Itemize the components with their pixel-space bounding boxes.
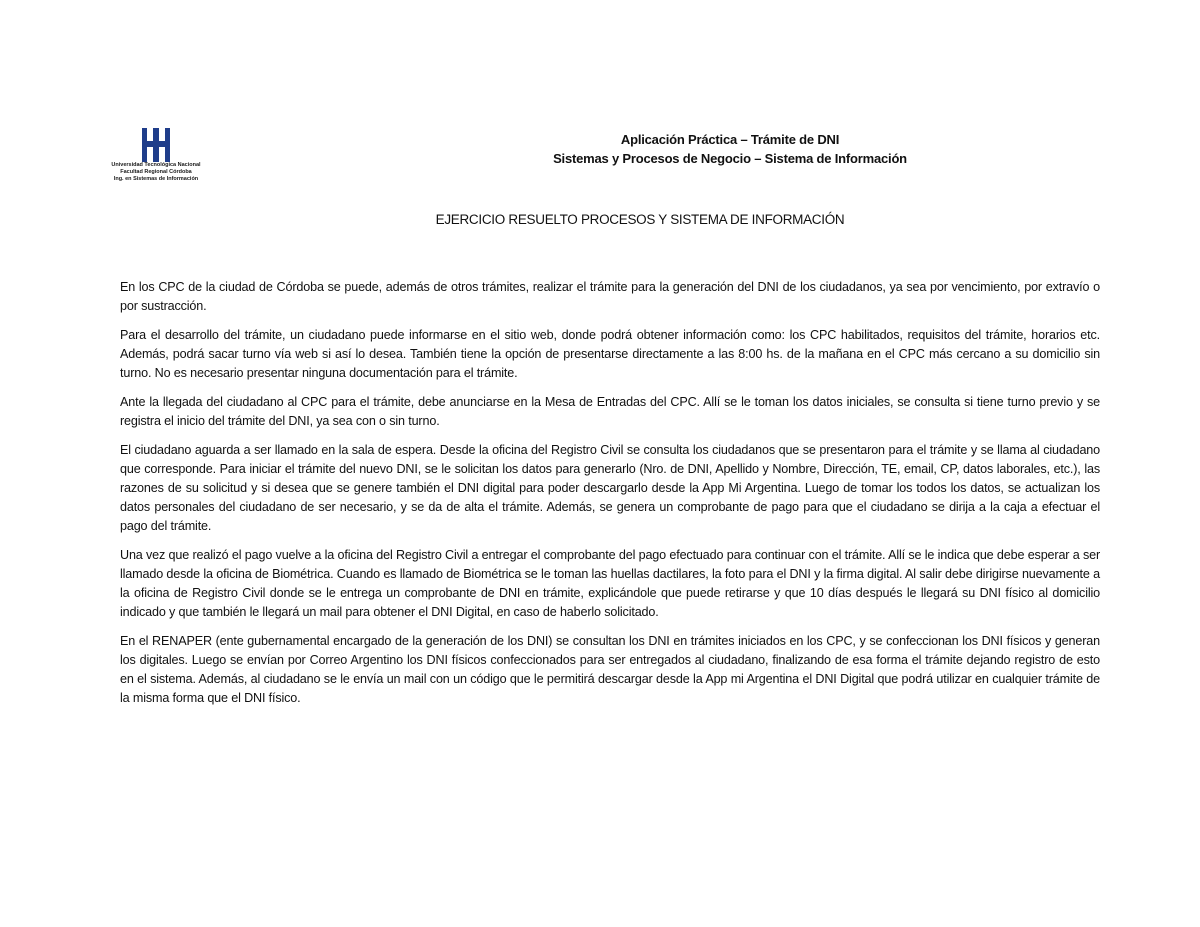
utn-logo-icon <box>142 128 170 162</box>
document-header <box>380 130 1080 168</box>
document-title: Aplicación Práctica – Trámite de DNI <box>620 132 840 147</box>
document-subtitle: Sistemas y Procesos de Negocio – Sistema de Información <box>553 151 907 166</box>
paragraph: En los CPC de la ciudad de Córdoba se puede, además de otros trámites, realizar el trámite para la generación del DNI de los ciudadanos, ya sea por vencimiento, por extravío o por sustracción. <box>120 280 1100 313</box>
logo-career-name: Ing. en Sistemas de Información <box>113 176 199 182</box>
paragraph: Para el desarrollo del trámite, un ciudadano puede informarse en el sitio web, donde podrá obtener información como: los CPC habilitados, requisitos del trámite, horarios etc. Además, podrá sacar turno vía web si así lo desea. También tiene la opción de presentarse directamente a las 8:00 hs. de la mañana en el CPC más cercano a su domicilio sin turno. No es necesario presentar ninguna documentación para el trámite. <box>120 328 1100 380</box>
paragraph: Ante la llegada del ciudadano al CPC para el trámite, debe anunciarse en la Mesa de Entradas del CPC. Allí se le toman los datos iniciales, se consulta si tiene turno previo y se registra el inicio del trámite del DNI, ya sea con o sin turno. <box>120 395 1100 428</box>
paragraph: El ciudadano aguarda a ser llamado en la sala de espera. Desde la oficina del Registro Civil se consulta los ciudadanos que se presentaron para el trámite y se llama al ciudadano que corresponde. Para iniciar el trámite del nuevo DNI, se le solicitan los datos para generarlo (Nro. de DNI, Apellido y Nombre, Dirección, TE, email, CP, datos laborales, etc.), las razones de su solicitud y si desea que se genere también el DNI digital para poder descargarlo desde la App Mi Argentina. Luego de tomar los todos los datos, se actualizan los datos personales del ciudadano de ser necesario, y se da de alta el trámite. Además, se genera un comprobante de pago para que el ciudadano se dirija a la caja a efectuar el pago del trámite. <box>120 443 1100 533</box>
exercise-title: EJERCICIO RESUELTO PROCESOS Y SISTEMA DE INFORMACIÓN <box>435 212 845 227</box>
logo-faculty-name: Facultad Regional Córdoba <box>120 169 192 175</box>
paragraph: Una vez que realizó el pago vuelve a la oficina del Registro Civil a entregar el comprobante del pago efectuado para continuar con el trámite. Allí se le indica que debe esperar a ser llamado desde la oficina de Biométrica. Cuando es llamado de Biométrica se le toman las huellas dactilares, la foto para el DNI y la firma digital. Al salir debe dirigirse nuevamente a la oficina de Registro Civil donde se le entrega un comprobante de DNI en trámite, explicándole que puede retirarse y que 10 días después le llegará su DNI físico al domicilio indicado y que también le llegará un mail para obtener el DNI Digital, en caso de haberlo solicitado. <box>120 548 1100 619</box>
logo-university-name: Universidad Tecnológica Nacional <box>111 162 201 168</box>
paragraph: En el RENAPER (ente gubernamental encargado de la generación de los DNI) se consultan los DNI en trámites iniciados en los CPC, y se confeccionan los DNI físicos y generan los digitales. Luego se envían por Correo Argentino los DNI físicos confeccionados para ser entregados al ciudadano, finalizando de esa forma el trámite dejando registro de esto en el sistema. Además, al ciudadano se le envía un mail con un código que le permitirá descargar desde la App mi Argentina el DNI Digital que podrá utilizar en cualquier trámite de la misma forma que el DNI físico. <box>120 634 1100 705</box>
document-body <box>120 278 1100 718</box>
university-logo <box>106 128 206 183</box>
